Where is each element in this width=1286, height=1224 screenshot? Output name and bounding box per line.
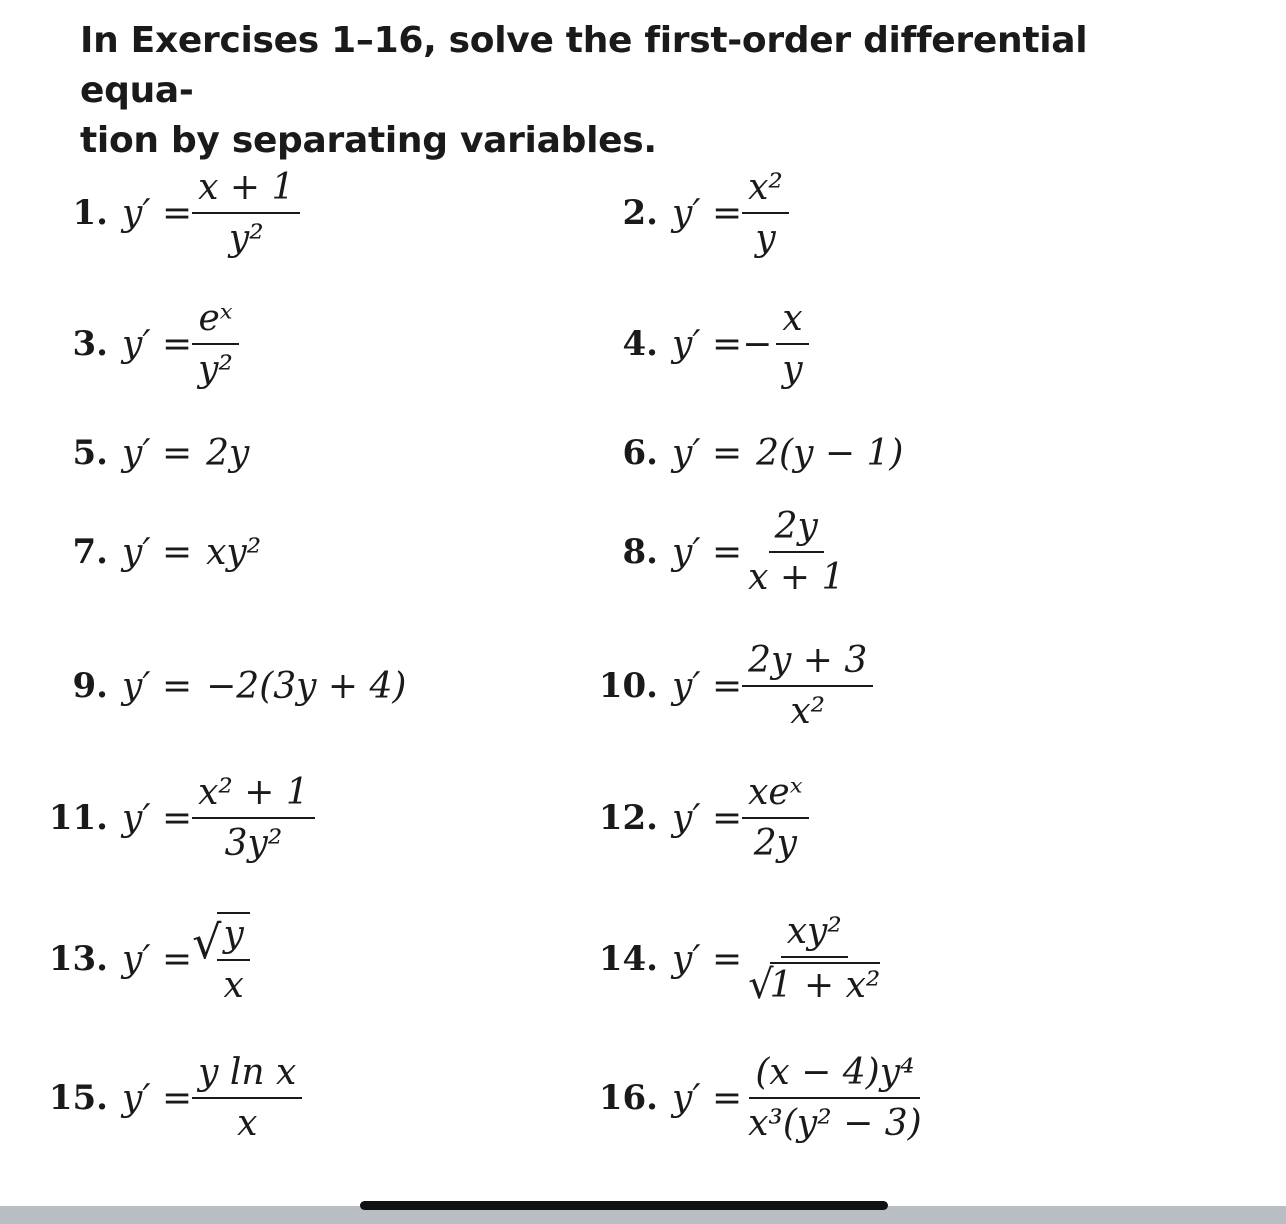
denominator: x: [237, 1103, 258, 1144]
exercise-15: [40, 1048, 302, 1148]
exercise-12: [590, 768, 809, 868]
fraction: [742, 772, 808, 864]
lhs: y′ =: [672, 797, 743, 839]
numerator: xy²: [781, 911, 848, 958]
lhs: y′ =: [122, 665, 193, 707]
exercise-11: [40, 768, 315, 868]
lhs: y′ =: [122, 531, 193, 573]
exercise-number: 8.: [622, 532, 658, 572]
minus-sign: −: [742, 323, 773, 365]
square-root: [748, 962, 880, 1008]
fraction: [192, 298, 239, 390]
rhs: −2(3y + 4): [206, 665, 407, 707]
fraction: [192, 1052, 302, 1144]
square-root: [192, 912, 250, 1006]
exercise-16: [590, 1048, 928, 1148]
exercise-13: [40, 909, 250, 1009]
denominator: x³(y² − 3): [748, 1103, 922, 1144]
lhs: y′ =: [122, 938, 193, 980]
exercise-4: [590, 294, 809, 394]
exercise-8: [590, 502, 850, 602]
lhs: y′ =: [122, 797, 193, 839]
lhs: y′ =: [672, 432, 743, 474]
fraction: [742, 640, 873, 732]
instructions-line-1: In Exercises 1–16, solve the first-order differential equa-: [80, 20, 1088, 111]
lhs: y′ =: [122, 432, 193, 474]
lhs: y′ =: [672, 531, 743, 573]
exercise-number: 4.: [622, 324, 658, 364]
fraction: [192, 772, 315, 864]
exercise-number: 13.: [48, 939, 108, 979]
lhs: y′ =: [672, 665, 743, 707]
numerator: y: [217, 914, 249, 961]
numerator: (x − 4)y⁴: [749, 1052, 920, 1099]
numerator: x: [776, 298, 808, 345]
denominator: x + 1: [748, 557, 845, 598]
exercise-number: 3.: [72, 324, 108, 364]
exercise-6: [590, 403, 903, 503]
exercise-2: [590, 163, 789, 263]
fraction: [776, 298, 808, 390]
denominator: [742, 958, 886, 1008]
fraction: [742, 506, 850, 598]
lhs: y′ =: [672, 938, 743, 980]
exercise-number: 12.: [598, 798, 658, 838]
exercise-9: [40, 636, 406, 736]
numerator: xeˣ: [742, 772, 808, 819]
radicand: [217, 912, 249, 1006]
numerator: 2y: [769, 506, 824, 553]
rhs: 2y: [206, 432, 250, 474]
exercise-number: 16.: [598, 1078, 658, 1118]
exercise-7: [40, 502, 261, 602]
numerator: x² + 1: [192, 772, 315, 819]
instructions-heading: [80, 16, 1200, 166]
fraction: [742, 1052, 928, 1144]
denominator: y²: [198, 349, 233, 390]
exercise-number: 15.: [48, 1078, 108, 1118]
rhs: xy²: [206, 531, 262, 573]
denominator: 2y: [753, 823, 797, 864]
exercise-number: 2.: [622, 193, 658, 233]
instructions-line-2: tion by separating variables.: [80, 120, 657, 161]
exercise-number: 14.: [598, 939, 658, 979]
exercise-1: [40, 163, 300, 263]
exercise-10: [590, 636, 873, 736]
radical-sign: √: [748, 961, 774, 1008]
lhs: y′ =: [122, 1077, 193, 1119]
denominator: y: [782, 349, 803, 390]
exercise-number: 1.: [72, 193, 108, 233]
exercise-number: 6.: [622, 433, 658, 473]
exercise-number: 11.: [48, 798, 108, 838]
denominator: x: [223, 965, 244, 1006]
numerator: x + 1: [192, 167, 300, 214]
denominator: 3y²: [224, 823, 283, 864]
numerator: eˣ: [192, 298, 238, 345]
exercise-14: [590, 909, 886, 1009]
radicand: 1 + x²: [770, 962, 881, 1008]
rhs: 2(y − 1): [756, 432, 904, 474]
denominator: y²: [228, 218, 264, 259]
exercise-number: 5.: [72, 433, 108, 473]
fraction: [742, 911, 886, 1008]
numerator: x²: [742, 167, 789, 214]
exercise-number: 9.: [72, 666, 108, 706]
exercise-5: [40, 403, 249, 503]
lhs: y′ =: [672, 1077, 743, 1119]
exercise-number: 7.: [72, 532, 108, 572]
lhs: y′ =: [122, 192, 193, 234]
lhs: y′ =: [672, 192, 743, 234]
home-indicator[interactable]: [360, 1201, 888, 1210]
denominator: y: [755, 218, 776, 259]
fraction: [217, 914, 249, 1006]
radical-sign: √: [192, 915, 222, 969]
lhs: y′ =: [672, 323, 743, 365]
numerator: y ln x: [192, 1052, 302, 1099]
fraction: [742, 167, 789, 259]
numerator: 2y + 3: [742, 640, 873, 687]
denominator: x²: [790, 691, 826, 732]
lhs: y′ =: [122, 323, 193, 365]
exercise-number: 10.: [598, 666, 658, 706]
exercise-3: [40, 294, 239, 394]
fraction: [192, 167, 300, 259]
